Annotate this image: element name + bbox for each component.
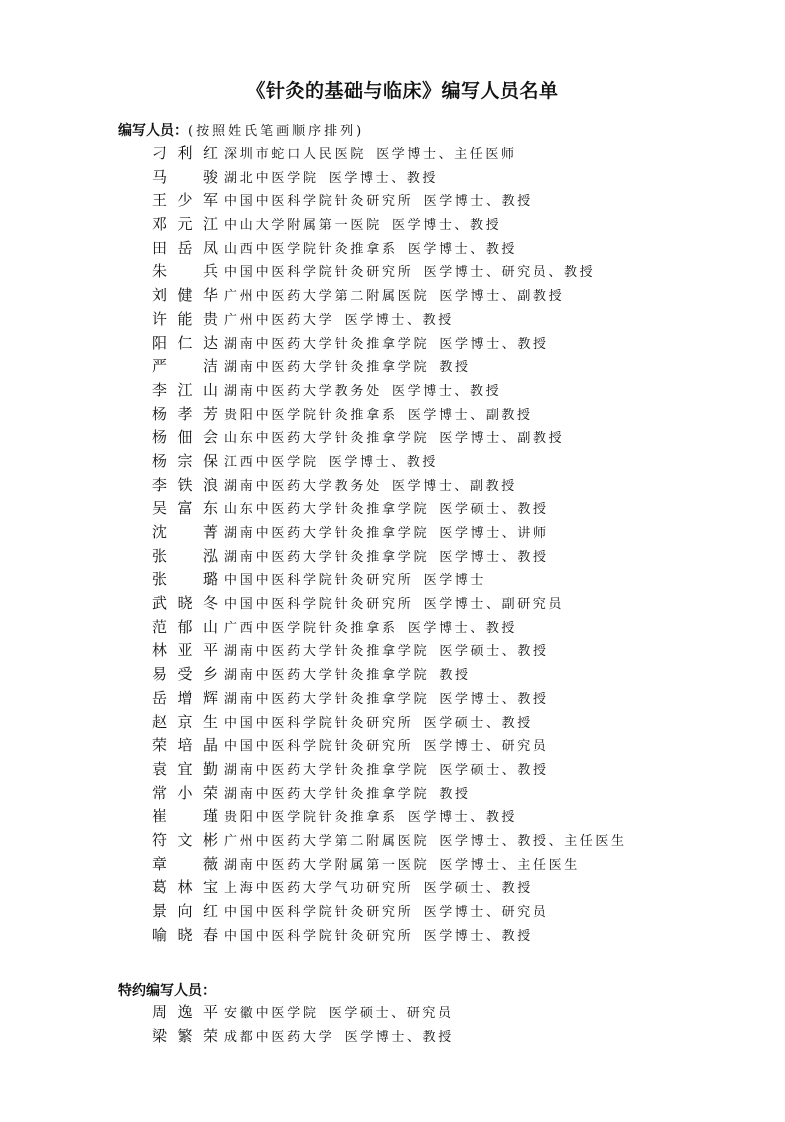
entry-name: 梁繁荣 <box>152 1026 218 1045</box>
entry-name: 杨宗保 <box>152 451 218 470</box>
entry-institution: 湖南中医药大学针灸推拿学院 <box>224 786 430 802</box>
entry-institution: 广州中医药大学第二附属医院 <box>224 833 430 849</box>
entry-title: 教授 <box>439 360 471 376</box>
entry-name: 荣培晶 <box>152 736 218 755</box>
entry-institution: 广州中医药大学第二附属医院 <box>224 289 430 305</box>
entry-title: 医学博士、教授 <box>423 928 533 944</box>
entry-title: 医学博士、教授 <box>344 1029 454 1045</box>
entry-name: 张 璐 <box>152 570 218 589</box>
entry-title: 医学博士、讲师 <box>439 526 549 541</box>
entry-title: 医学博士、主任医生 <box>439 857 580 873</box>
entry-institution: 贵阳中医学院针灸推拿系 <box>224 407 398 423</box>
entry-title: 医学硕士、研究员 <box>328 1006 454 1021</box>
entry-name: 严 洁 <box>152 357 218 376</box>
list-item <box>152 189 627 213</box>
list-item <box>152 142 627 166</box>
list-item <box>152 876 627 900</box>
entry-institution: 山东中医药大学针灸推拿学院 <box>224 502 430 518</box>
list-item <box>152 900 627 924</box>
list-item <box>152 711 627 735</box>
entry-title: 医学博士、教授 <box>439 549 549 565</box>
list-item <box>152 924 627 948</box>
list-item <box>152 332 627 356</box>
page-title: 《针灸的基础与临床》编写人员名单 <box>246 80 559 102</box>
editors-list <box>152 142 627 947</box>
list-item <box>152 308 627 332</box>
entry-title: 医学博士、教授 <box>407 620 518 636</box>
entry-institution: 中国中医科学院针灸研究所 <box>224 715 414 731</box>
list-item <box>152 829 627 853</box>
entry-title: 医学硕士、教授 <box>439 762 549 778</box>
entry-title: 医学博士、教授 <box>328 170 439 186</box>
editors-section-heading <box>118 120 364 140</box>
list-item <box>152 237 627 261</box>
entry-name: 崔 瑾 <box>152 807 218 826</box>
entry-name: 许能贵 <box>152 309 218 328</box>
entry-name: 符文彬 <box>152 830 218 849</box>
entry-title: 医学博士、教授 <box>392 383 502 399</box>
entry-title: 医学博士、主任医师 <box>376 147 517 162</box>
special-section-heading <box>118 980 216 1000</box>
entry-institution: 江西中医学院 <box>224 454 319 470</box>
list-item <box>152 213 627 237</box>
entry-title: 医学博士 <box>423 573 487 589</box>
entry-institution: 中国中医科学院针灸研究所 <box>224 265 414 281</box>
list-item <box>152 758 627 782</box>
entry-institution: 湖南中医药大学针灸推拿学院 <box>224 336 430 352</box>
special-section-label: 特约编写人员： <box>118 983 216 999</box>
entry-institution: 湖南中医药大学附属第一医院 <box>224 857 430 873</box>
entry-name: 范郁山 <box>152 617 218 636</box>
entry-institution: 山西中医学院针灸推拿系 <box>224 241 398 257</box>
entry-institution: 中国中医科学院针灸研究所 <box>224 194 414 210</box>
entry-title: 医学博士、副教授 <box>439 431 565 447</box>
list-item <box>152 355 627 379</box>
entry-title: 医学博士、教授 <box>439 336 549 352</box>
entry-title: 医学博士、研究员、教授 <box>423 265 596 281</box>
list-item <box>152 805 627 829</box>
entry-institution: 湖南中医药大学针灸推拿学院 <box>224 549 430 565</box>
list-item <box>152 639 627 663</box>
entry-title: 教授 <box>439 786 471 802</box>
list-item <box>152 782 627 806</box>
entry-institution: 广州中医药大学 <box>224 312 335 328</box>
entry-title: 医学博士、副研究员 <box>423 597 565 613</box>
entry-institution: 贵阳中医学院针灸推拿系 <box>224 810 398 826</box>
editors-section-note: (按照姓氏笔画顺序排列) <box>188 124 365 139</box>
entry-name: 林亚平 <box>152 641 218 660</box>
entry-title: 医学博士、研究员 <box>423 905 549 920</box>
entry-title: 医学硕士、教授 <box>439 644 549 660</box>
list-item <box>152 521 627 545</box>
list-item <box>152 568 627 592</box>
entry-name: 杨佃会 <box>152 428 218 447</box>
list-item <box>152 426 627 450</box>
entry-title: 医学博士、副教授 <box>439 289 565 305</box>
editors-section-label: 编写人员： <box>118 123 188 139</box>
entry-name: 景向红 <box>152 902 218 920</box>
entry-institution: 湖南中医药大学针灸推拿学院 <box>224 526 430 541</box>
entry-title: 医学博士、教授 <box>392 218 502 234</box>
entry-title: 医学博士、教授、主任医生 <box>439 833 627 849</box>
entry-institution: 湖南中医药大学教务处 <box>224 478 383 494</box>
entry-institution: 湖南中医药大学针灸推拿学院 <box>224 668 430 684</box>
entry-title: 医学硕士、教授 <box>439 502 549 518</box>
entry-name: 赵京生 <box>152 712 218 731</box>
list-item <box>152 284 627 308</box>
list-item <box>152 734 627 758</box>
entry-name: 张 泓 <box>152 546 218 565</box>
list-item <box>152 616 627 640</box>
list-item <box>152 853 627 877</box>
list-item <box>152 403 627 427</box>
entry-name: 李江山 <box>152 380 218 399</box>
entry-name: 马 骏 <box>152 167 218 186</box>
list-item <box>152 474 627 498</box>
entry-name: 李铁浪 <box>152 475 218 494</box>
entry-institution: 中国中医科学院针灸研究所 <box>224 597 414 613</box>
entry-institution: 山东中医药大学针灸推拿学院 <box>224 431 430 447</box>
entry-title: 医学博士、副教授 <box>392 478 517 494</box>
list-item <box>152 592 627 616</box>
entry-title: 医学博士、教授 <box>328 454 439 470</box>
entry-institution: 湖南中医药大学针灸推拿学院 <box>224 644 430 660</box>
list-item <box>152 450 627 474</box>
entry-institution: 广西中医学院针灸推拿系 <box>224 620 398 636</box>
list-item <box>152 663 627 687</box>
entry-name: 刁利红 <box>152 144 218 162</box>
entry-title: 医学博士、教授 <box>423 194 533 210</box>
entry-institution: 中国中医科学院针灸研究所 <box>224 905 414 920</box>
entry-name: 武晓冬 <box>152 594 218 613</box>
entry-name: 刘健华 <box>152 286 218 305</box>
entry-title: 医学博士、研究员 <box>423 739 549 755</box>
entry-name: 常小荣 <box>152 783 218 802</box>
entry-name: 田岳凤 <box>152 238 218 257</box>
entry-name: 吴富东 <box>152 499 218 518</box>
list-item <box>152 260 627 284</box>
list-item <box>152 545 627 569</box>
list-item <box>152 166 627 190</box>
entry-institution: 湖北中医学院 <box>224 170 319 186</box>
entry-institution: 湖南中医药大学教务处 <box>224 383 383 399</box>
entry-institution: 中国中医科学院针灸研究所 <box>224 928 414 944</box>
entry-title: 医学博士、教授 <box>439 691 549 707</box>
entry-institution: 湖南中医药大学针灸推拿学院 <box>224 360 430 376</box>
list-item <box>152 379 627 403</box>
entry-name: 朱 兵 <box>152 262 218 281</box>
entry-title: 医学博士、教授 <box>407 810 518 826</box>
entry-name: 杨孝芳 <box>152 404 218 423</box>
entry-name: 喻晓春 <box>152 925 218 944</box>
list-item <box>152 497 627 521</box>
entry-name: 邓元江 <box>152 215 218 234</box>
entry-title: 教授 <box>439 668 471 684</box>
entry-title: 医学博士、教授 <box>407 241 518 257</box>
entry-institution: 成都中医药大学 <box>224 1029 335 1045</box>
entry-institution: 中山大学附属第一医院 <box>224 218 383 234</box>
special-editors-list <box>152 1001 454 1048</box>
entry-institution: 湖南中医药大学针灸推拿学院 <box>224 691 430 707</box>
entry-name: 葛林宝 <box>152 878 218 897</box>
entry-name: 周逸平 <box>152 1003 218 1021</box>
entry-title: 医学博士、副教授 <box>407 407 533 423</box>
entry-institution: 安徽中医学院 <box>224 1006 319 1021</box>
entry-title: 医学硕士、教授 <box>423 881 533 897</box>
entry-name: 袁宜勤 <box>152 759 218 778</box>
entry-institution: 深圳市蛇口人民医院 <box>224 147 367 162</box>
list-item <box>152 1025 454 1049</box>
entry-name: 沈 菁 <box>152 523 218 541</box>
entry-title: 医学博士、教授 <box>344 312 454 328</box>
entry-name: 岳增辉 <box>152 688 218 707</box>
entry-institution: 上海中医药大学气功研究所 <box>224 881 414 897</box>
entry-title: 医学硕士、教授 <box>423 715 533 731</box>
entry-institution: 湖南中医药大学针灸推拿学院 <box>224 762 430 778</box>
entry-institution: 中国中医科学院针灸研究所 <box>224 573 414 589</box>
entry-name: 阳仁达 <box>152 333 218 352</box>
entry-name: 章 薇 <box>152 854 218 873</box>
list-item <box>152 1001 454 1025</box>
entry-name: 易受乡 <box>152 665 218 684</box>
entry-institution: 中国中医科学院针灸研究所 <box>224 739 414 755</box>
list-item <box>152 687 627 711</box>
entry-name: 王少军 <box>152 191 218 210</box>
